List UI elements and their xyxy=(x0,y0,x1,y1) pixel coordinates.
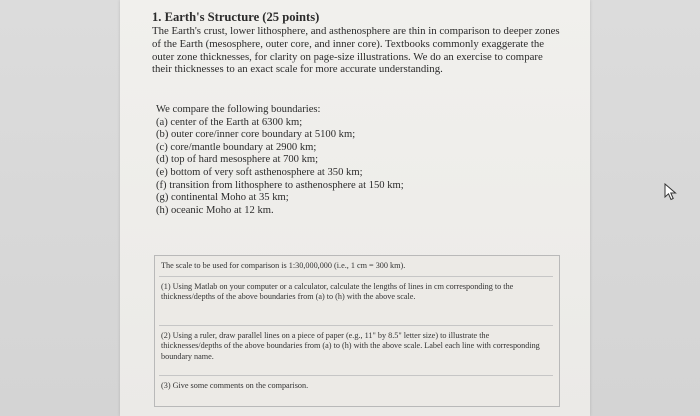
boundary-item: (h) oceanic Moho at 12 km. xyxy=(156,204,274,216)
boundary-item: (f) transition from lithosphere to asthenosphere at 150 km; xyxy=(156,179,404,191)
boundary-item: (b) outer core/inner core boundary at 5100 km; xyxy=(156,129,356,141)
question-intro: The Earth's crust, lower lithosphere, and asthenosphere are thin in comparison to deeper zones of the Earth (mesosphere, outer core, and inner core). Textbooks commonly exaggerate the outer zone thicknesses, for clarity on page-size illustrations. We do an exercise to compare their thicknesses to an exact scale for more accurate understanding. xyxy=(152,25,560,76)
divider xyxy=(159,375,553,376)
instruction-part-1: (1) Using Matlab on your computer or a calculator, calculate the lengths of lines in cm corresponding to the thickness/depths of the above boundaries from (a) to (h) with the above scale. xyxy=(161,282,514,302)
divider xyxy=(159,276,553,277)
question-block xyxy=(152,10,562,76)
mouse-pointer-icon xyxy=(664,183,678,201)
boundary-item: (d) top of hard mesosphere at 700 km; xyxy=(156,154,319,166)
boundary-item: (a) center of the Earth at 6300 km; xyxy=(156,116,303,128)
scale-statement: The scale to be used for comparison is 1:30,000,000 (i.e., 1 cm = 300 km). xyxy=(161,261,406,270)
boundaries-heading: We compare the following boundaries: xyxy=(156,104,321,115)
instruction-part-3: (3) Give some comments on the comparison. xyxy=(161,381,309,390)
question-title: 1. Earth's Structure (25 points) xyxy=(152,10,320,24)
boundary-item: (e) bottom of very soft asthenosphere at 350 km; xyxy=(156,166,363,178)
boundaries-list xyxy=(156,104,456,217)
boundary-item: (g) continental Moho at 35 km; xyxy=(156,192,289,204)
instruction-part-2: (2) Using a ruler, draw parallel lines on a piece of paper (e.g., 11" by 8.5" letter size) to illustrate the thicknesses/depths of the above boundaries from (a) to (h) with the above scale. Label each line with corresponding boundary name. xyxy=(161,331,540,361)
divider xyxy=(159,325,553,326)
boundary-item: (c) core/mantle boundary at 2900 km; xyxy=(156,141,317,153)
instructions-box xyxy=(154,255,560,407)
